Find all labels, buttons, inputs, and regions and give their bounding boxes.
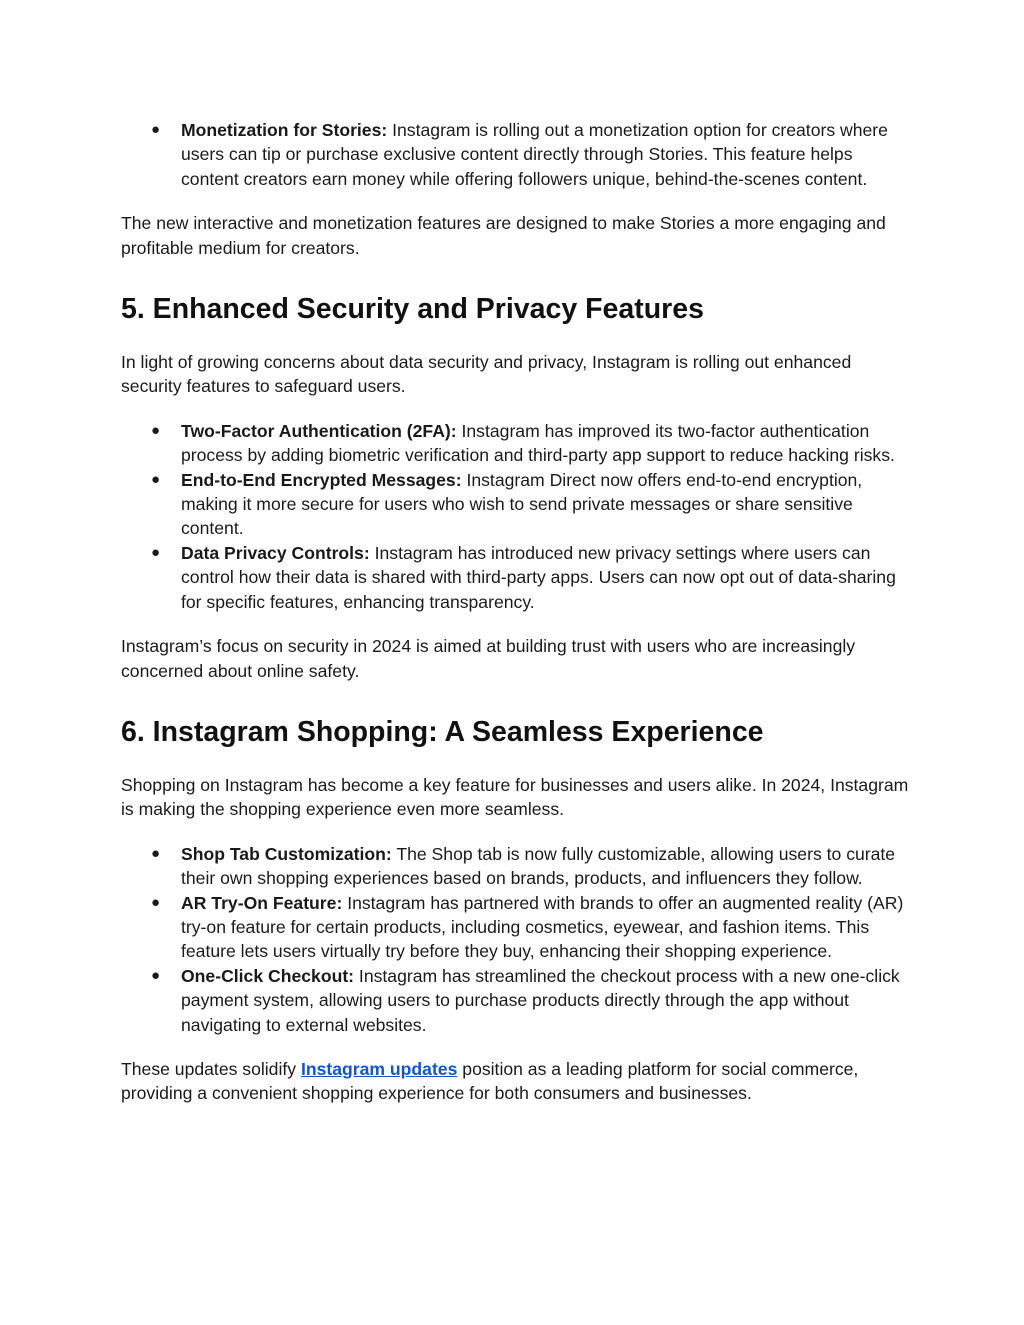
list-item-title: End-to-End Encrypted Messages: bbox=[181, 469, 462, 490]
list-item bbox=[121, 419, 911, 468]
bullet-icon: ● bbox=[151, 844, 161, 862]
list-item-title: Shop Tab Customization: bbox=[181, 843, 392, 864]
section-6-intro: Shopping on Instagram has become a key feature for businesses and users alike. In 2024, Instagram is making the shopping experience even more seamless. bbox=[121, 774, 909, 820]
shopping-features-list bbox=[121, 842, 911, 1037]
list-item-text: The Shop tab is now fully customizable, allowing users to curate their own shopping experiences based on brands, products, and influencers they follow. bbox=[181, 843, 896, 889]
document-page bbox=[121, 118, 911, 1106]
list-item bbox=[121, 891, 911, 964]
bullet-icon: ● bbox=[151, 543, 161, 561]
section-6-closing bbox=[121, 1057, 911, 1106]
list-item-title: Monetization for Stories: bbox=[181, 120, 388, 140]
list-item bbox=[121, 468, 911, 541]
list-item-title: Two-Factor Authentication (2FA): bbox=[181, 420, 457, 441]
list-item bbox=[121, 118, 911, 191]
bullet-icon: ● bbox=[151, 893, 161, 911]
security-features-list bbox=[121, 419, 911, 614]
section-5-intro: In light of growing concerns about data security and privacy, Instagram is rolling out enhanced security features to safeguard users. bbox=[121, 352, 852, 397]
stories-closing-paragraph: The new interactive and monetization features are designed to make Stories a more engaging and profitable medium for creators. bbox=[121, 213, 886, 258]
list-item-title: One-Click Checkout: bbox=[181, 965, 355, 986]
section-5-closing: Instagram’s focus on security in 2024 is aimed at building trust with users who are increasingly concerned about online safety. bbox=[121, 636, 856, 681]
instagram-updates-link[interactable]: Instagram updates bbox=[300, 1058, 458, 1079]
list-item-text: Instagram has improved its two-factor authentication process by adding biometric verification and third-party app support to reduce hacking risks. bbox=[181, 420, 895, 466]
list-item-text: Instagram is rolling out a monetization option for creators where users can tip or purchase exclusive content directly through Stories. This feature helps content creators earn money while offering followers unique, behind-the-scenes content. bbox=[181, 120, 888, 189]
closing-text-after: position as a leading platform for social commerce, providing a convenient shopping experience for both consumers and businesses. bbox=[121, 1058, 859, 1104]
bullet-icon: ● bbox=[151, 421, 161, 439]
list-item-text: Instagram has introduced new privacy settings where users can control how their data is shared with third-party apps. Users can now opt out of data-sharing for specific features, enhancing transparency. bbox=[181, 542, 896, 612]
list-item bbox=[121, 541, 911, 614]
monetization-list bbox=[121, 118, 911, 191]
bullet-icon: ● bbox=[151, 470, 161, 488]
closing-text-before: These updates solidify bbox=[121, 1058, 301, 1079]
bullet-icon: ● bbox=[151, 966, 161, 984]
list-item-text: Instagram has partnered with brands to offer an augmented reality (AR) try-on feature for certain products, including cosmetics, eyewear, and fashion items. This feature lets users virtually try before they buy, enhancing their shopping experience. bbox=[181, 892, 904, 962]
list-item bbox=[121, 842, 911, 891]
list-item bbox=[121, 964, 911, 1037]
section-5-heading: 5. Enhanced Security and Privacy Features bbox=[121, 293, 704, 326]
list-item-text: Instagram has streamlined the checkout process with a new one-click payment system, allowing users to purchase products directly through the app without navigating to external websites. bbox=[181, 965, 900, 1035]
list-item-text: Instagram Direct now offers end-to-end encryption, making it more secure for users who wish to send private messages or share sensitive content. bbox=[181, 469, 863, 539]
section-6-heading: 6. Instagram Shopping: A Seamless Experience bbox=[121, 715, 764, 748]
list-item-title: AR Try-On Feature: bbox=[181, 892, 343, 913]
list-item-title: Data Privacy Controls: bbox=[181, 542, 370, 563]
bullet-icon: ● bbox=[151, 121, 161, 138]
